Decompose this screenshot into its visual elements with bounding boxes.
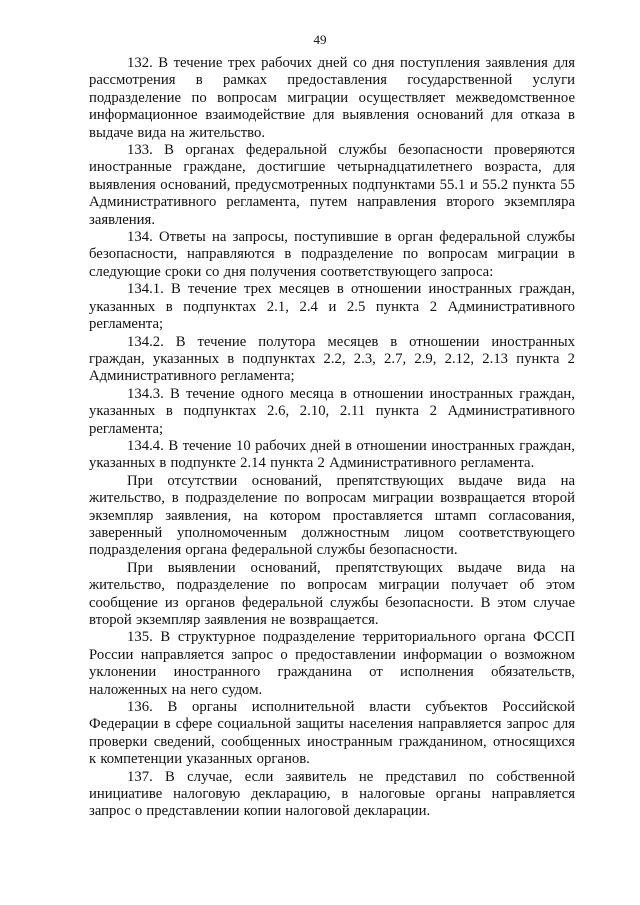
- paragraph-134-3: 134.3. В течение одного месяца в отношении иностранных граждан, указанных в подпунктах 2.6, 2.10, 2.11 пункта 2 Административного регламента;: [89, 385, 575, 437]
- paragraph-136: 136. В органы исполнительной власти субъектов Российской Федерации в сфере социальной защиты населения направляется запрос для проверки сведений, сообщенных иностранным гражданином, относящихся к компетенции указанных органов.: [89, 699, 575, 768]
- paragraph-134-4: 134.4. В течение 10 рабочих дней в отношении иностранных граждан, указанных в подпункте 2.14 пункта 2 Административного регламента.: [89, 437, 575, 472]
- paragraph-no-grounds: При отсутствии оснований, препятствующих выдаче вида на жительство, в подразделение по вопросам миграции возвращается второй экземпляр заявления, на котором проставляется штамп согласования, заверенный уполномоченным должностным лицом соответствующего подразделения органа федеральной службы безопасности.: [89, 472, 575, 559]
- paragraph-134-1: 134.1. В течение трех месяцев в отношении иностранных граждан, указанных в подпунктах 2.1, 2.4 и 2.5 пункта 2 Административного регламента;: [89, 281, 575, 333]
- paragraph-grounds-found: При выявлении оснований, препятствующих выдаче вида на жительство, подразделение по вопросам миграции получает об этом сообщение из органов федеральной службы безопасности. В этом случае второй экземпляр заявления не возвращается.: [89, 559, 575, 628]
- paragraph-134: 134. Ответы на запросы, поступившие в орган федеральной службы безопасности, направляются в подразделение по вопросам миграции в следующие сроки со дня получения соответствующего запроса:: [89, 229, 575, 280]
- paragraph-137: 137. В случае, если заявитель не представил по собственной инициативе налоговую декларацию, в налоговые органы направляется запрос о представлении копии налоговой декларации.: [89, 768, 575, 820]
- paragraph-133: 133. В органах федеральной службы безопасности проверяются иностранные граждане, достигшие четырнадцатилетнего возраста, для выявления оснований, предусмотренных подпунктами 55.1 и 55.2 пункта 55 Административного регламента, путем направления второго экземпляра заявления.: [89, 142, 575, 228]
- paragraph-135: 135. В структурное подразделение территориального органа ФССП России направляется запрос о предоставлении информации о возможном уклонении иностранного гражданина от исполнения обязательств, наложенных на него судом.: [89, 629, 575, 698]
- paragraph-134-2: 134.2. В течение полутора месяцев в отношении иностранных граждан, указанных в подпунктах 2.2, 2.3, 2.7, 2.9, 2.12, 2.13 пункта 2 Административного регламента;: [89, 333, 575, 385]
- page-number: 49: [313, 32, 327, 47]
- paragraph-132: 132. В течение трех рабочих дней со дня поступления заявления для рассмотрения в рамках предоставления государственной услуги подразделение по вопросам миграции осуществляет межведомственное информационное взаимодействие для выявления оснований для отказа в выдаче вида на жительство.: [89, 55, 575, 141]
- document-body: [89, 55, 575, 821]
